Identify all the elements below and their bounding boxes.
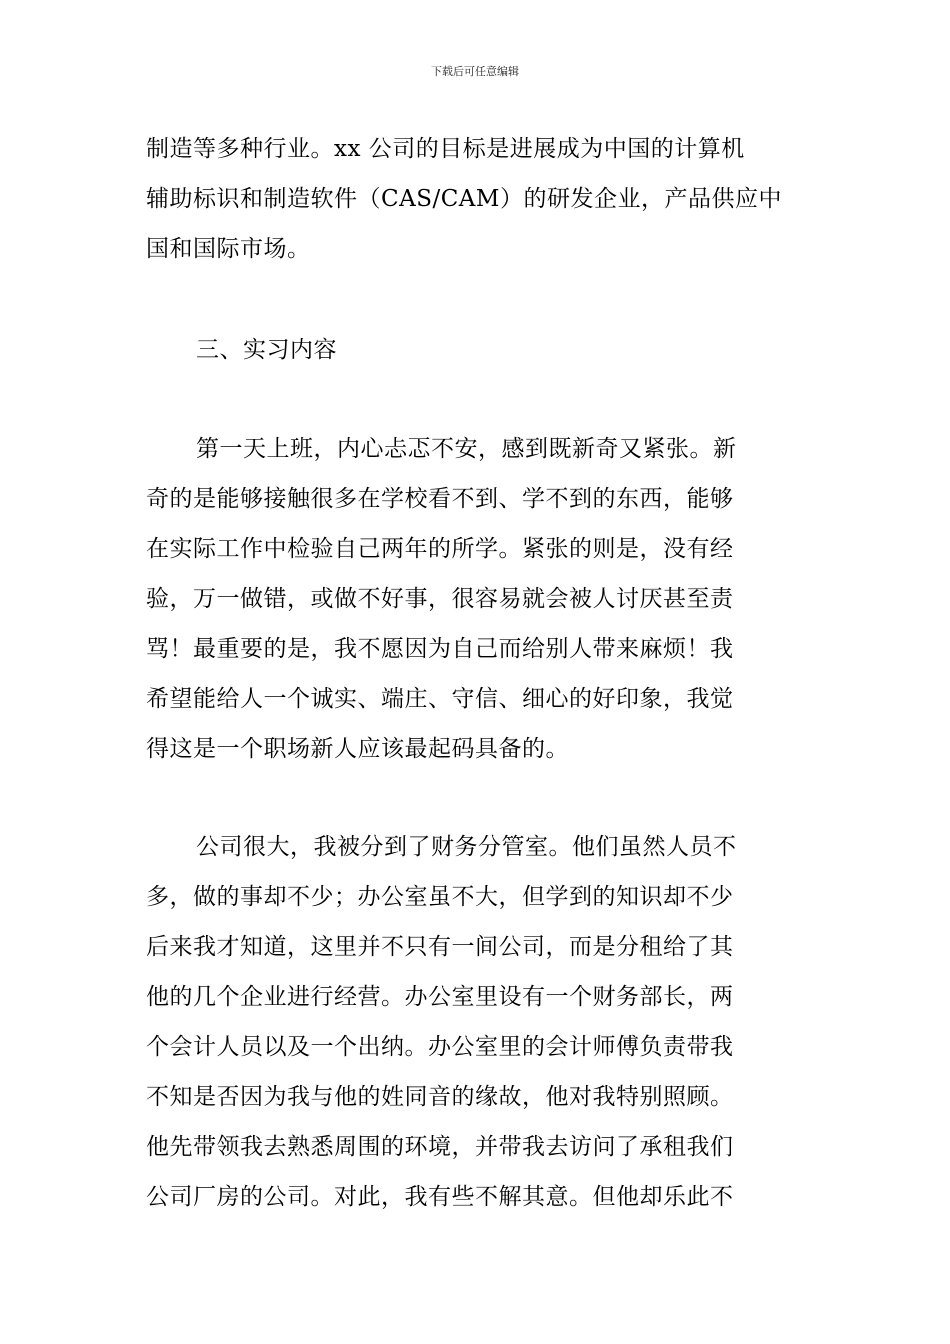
paragraph-line: 奇的是能够接触很多在学校看不到、学不到的东西，能够 <box>146 486 734 512</box>
page-header: 下载后可任意编辑 <box>431 65 519 78</box>
paragraph-line: 后来我才知道，这里并不只有一间公司，而是分租给了其 <box>146 934 734 960</box>
paragraph-line: 他的几个企业进行经营。办公室里设有一个财务部长，两 <box>146 984 734 1010</box>
paragraph-line: 第一天上班，内心忐忑不安，感到既新奇又紧张。新 <box>196 436 737 462</box>
paragraph-line: 希望能给人一个诚实、端庄、守信、细心的好印象，我觉 <box>146 686 734 712</box>
paragraph-line: 得这是一个职场新人应该最起码具备的。 <box>146 736 569 762</box>
paragraph-line: 他先带领我去熟悉周围的环境，并带我去访问了承租我们 <box>146 1134 734 1160</box>
intro-line: 制造等多种行业。xx 公司的目标是进展成为中国的计算机 <box>146 136 745 162</box>
paragraph-line: 验，万一做错，或做不好事，很容易就会被人讨厌甚至责 <box>146 586 734 612</box>
paragraph-line: 在实际工作中检验自己两年的所学。紧张的则是，没有经 <box>146 536 734 562</box>
intro-line: 辅助标识和制造软件（CAS/CAM）的研发企业，产品供应中 <box>146 186 782 212</box>
paragraph-line: 多，做的事却不少；办公室虽不大，但学到的知识却不少 <box>146 884 734 910</box>
paragraph-line: 公司很大，我被分到了财务分管室。他们虽然人员不 <box>196 834 737 860</box>
paragraph-line: 公司厂房的公司。对此，我有些不解其意。但他却乐此不 <box>146 1184 734 1210</box>
paragraph-line: 骂！最重要的是，我不愿因为自己而给别人带来麻烦！我 <box>146 636 734 662</box>
section-heading: 三、实习内容 <box>196 337 337 363</box>
intro-line: 国和国际市场。 <box>146 236 311 262</box>
paragraph-line: 不知是否因为我与他的姓同音的缘故，他对我特别照顾。 <box>146 1084 734 1110</box>
paragraph-line: 个会计人员以及一个出纳。办公室里的会计师傅负责带我 <box>146 1034 734 1060</box>
